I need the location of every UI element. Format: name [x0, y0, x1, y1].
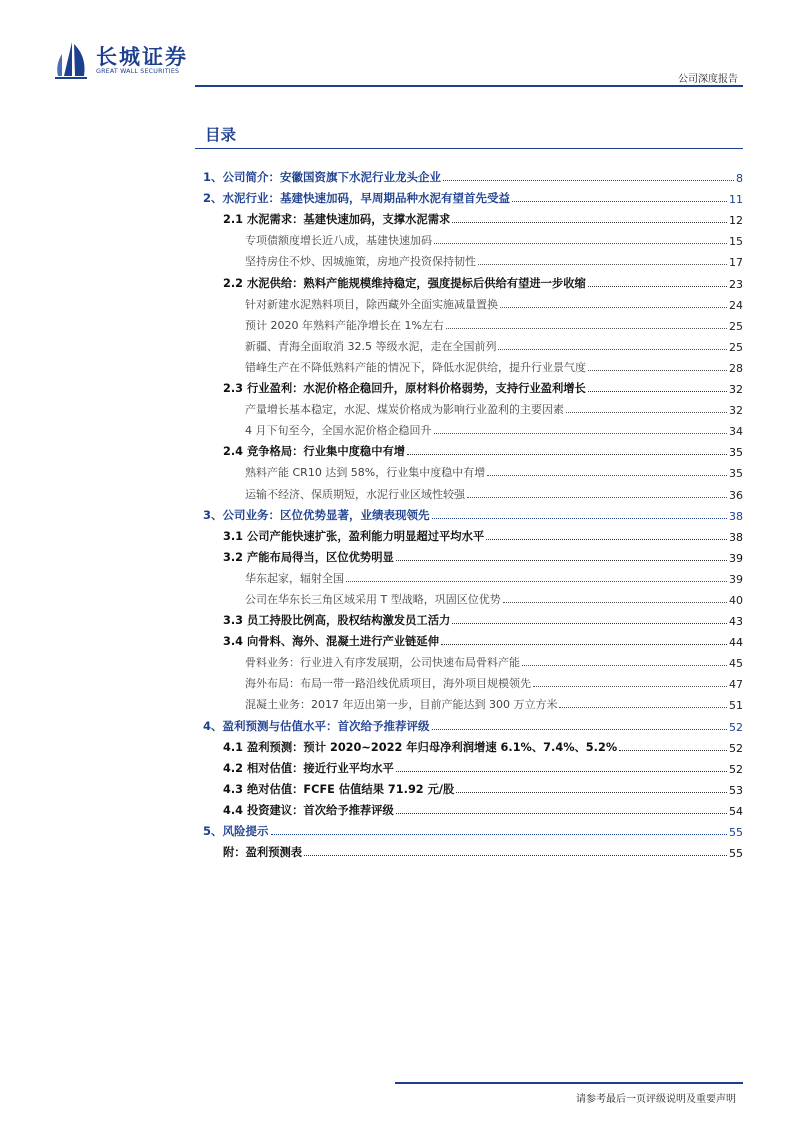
toc-entry-page: 17	[729, 256, 743, 270]
toc-entry-text: 产量增长基本稳定，水泥、煤炭价格成为影响行业盈利的主要因素	[245, 403, 564, 417]
toc-entry-text: 2.3 行业盈利：水泥价格企稳回升，原材料价格弱势，支持行业盈利增长	[223, 382, 586, 396]
toc-entry-page: 47	[729, 678, 743, 692]
toc-entry-level-2[interactable]	[195, 734, 743, 755]
toc-entry-text: 3.3 员工持股比例高，股权结构激发员工活力	[223, 614, 451, 628]
toc-dot-leader	[487, 475, 727, 476]
toc-entry-page: 51	[729, 699, 743, 713]
toc-entry-text: 针对新建水泥熟料项目，除西藏外全面实施减量置换	[245, 297, 498, 311]
toc-entry-level-2[interactable]	[195, 523, 743, 544]
toc-dot-leader	[434, 243, 727, 244]
toc-entry-level-3[interactable]	[195, 670, 743, 691]
toc-title-divider	[195, 148, 743, 149]
header-divider	[195, 85, 743, 87]
toc-dot-leader	[588, 370, 727, 371]
toc-dot-leader	[588, 286, 727, 287]
toc-entry-page: 12	[729, 214, 743, 228]
toc-dot-leader	[500, 307, 727, 308]
toc-entry-level-3[interactable]	[195, 459, 743, 480]
toc-dot-leader	[503, 602, 727, 603]
toc-entry-level-2[interactable]	[195, 755, 743, 776]
toc-dot-leader	[522, 665, 727, 666]
toc-entry-level-3[interactable]	[195, 333, 743, 354]
toc-entry-level-3[interactable]	[195, 565, 743, 586]
toc-entry-text: 海外布局：布局一带一路沿线优质项目，海外项目规模领先	[245, 677, 531, 691]
toc-dot-leader	[452, 222, 727, 223]
toc-entry-page: 35	[729, 467, 743, 481]
toc-entry-page: 23	[729, 277, 743, 291]
brand-name-cn: 长城证券	[96, 44, 188, 69]
company-logo	[52, 40, 202, 82]
toc-entry-text: 混凝土业务：2017 年迈出第一步，目前产能达到 300 万立方米	[245, 698, 558, 712]
toc-entry-text: 3.2 产能布局得当，区位优势明显	[223, 550, 394, 564]
toc-dot-leader	[533, 686, 727, 687]
toc-dot-leader	[271, 834, 727, 835]
toc-entry-page: 36	[729, 488, 743, 502]
toc-entry-page: 53	[729, 783, 743, 797]
toc-entry-text: 1、公司简介：安徽国资旗下水泥行业龙头企业	[203, 170, 441, 185]
toc-entry-text: 运输不经济、保质期短，水泥行业区域性较强	[245, 487, 465, 501]
toc-entry-level-2[interactable]	[195, 776, 743, 797]
toc-entry-page: 28	[729, 361, 743, 375]
toc-entry-text: 3、公司业务：区位优势显著，业绩表现领先	[203, 507, 430, 522]
toc-dot-leader	[456, 792, 727, 793]
toc-dot-leader	[588, 391, 727, 392]
toc-dot-leader	[304, 855, 727, 856]
toc-entry-page: 34	[729, 425, 743, 439]
toc-dot-leader	[443, 180, 734, 181]
toc-entry-page: 55	[729, 847, 743, 861]
toc-entry-level-2[interactable]	[195, 607, 743, 628]
toc-entry-text: 2.1 水泥需求：基建快速加码，支撑水泥需求	[223, 213, 451, 227]
toc-entry-level-3[interactable]	[195, 354, 743, 375]
toc-dot-leader	[434, 433, 728, 434]
toc-dot-leader	[396, 813, 727, 814]
toc-entry-page: 43	[729, 615, 743, 629]
brand-name-en: GREAT WALL SECURITIES	[96, 68, 180, 75]
toc-entry-page: 52	[729, 741, 743, 755]
toc-dot-leader	[486, 539, 727, 540]
toc-entry-text: 2.2 水泥供给：熟料产能规模维持稳定，强度提标后供给有望进一步收缩	[223, 276, 586, 290]
toc-entry-text: 4、盈利预测与估值水平：首次给予推荐评级	[203, 718, 430, 733]
toc-entry-page: 39	[729, 572, 743, 586]
toc-dot-leader	[432, 729, 728, 730]
toc-entry-level-1[interactable]	[195, 502, 743, 523]
toc-entry-text: 坚持房住不炒、因城施策，房地产投资保持韧性	[245, 255, 476, 269]
toc-entry-level-1[interactable]	[195, 818, 743, 839]
toc-entry-level-3[interactable]	[195, 480, 743, 501]
toc-entry-text: 专项债额度增长近八成，基建快速加码	[245, 234, 432, 248]
toc-entry-text: 骨料业务：行业进入有序发展期，公司快速布局骨料产能	[245, 656, 520, 670]
toc-entry-level-3[interactable]	[195, 649, 743, 670]
toc-dot-leader	[396, 560, 727, 561]
toc-entry-text: 附：盈利预测表	[223, 846, 303, 860]
toc-entry-page: 52	[729, 720, 743, 734]
toc-dot-leader	[346, 581, 727, 582]
toc-entry-page: 45	[729, 657, 743, 671]
footer-disclaimer-note: 请参考最后一页评级说明及重要声明	[576, 1094, 736, 1105]
toc-entry-text: 4.4 投资建议：首次给予推荐评级	[223, 803, 394, 817]
footer-divider	[395, 1082, 743, 1084]
toc-entry-level-2[interactable]	[195, 375, 743, 396]
toc-title: 目录	[205, 126, 237, 144]
toc-entry-level-2[interactable]	[195, 544, 743, 565]
toc-entry-level-3[interactable]	[195, 312, 743, 333]
toc-entry-text: 公司在华东长三角区域采用 T 型战略，巩固区位优势	[245, 592, 501, 606]
toc-entry-text: 4.1 盈利预测：预计 2020~2022 年归母净利润增速 6.1%、7.4%、5.2%	[223, 740, 618, 754]
toc-entry-text: 错峰生产在不降低熟料产能的情况下，降低水泥供给，提升行业景气度	[245, 360, 586, 374]
toc-entry-page: 38	[729, 530, 743, 544]
toc-entry-level-2[interactable]	[195, 628, 743, 649]
toc-entry-level-3[interactable]	[195, 248, 743, 269]
toc-entry-text: 3.4 向骨料、海外、混凝土进行产业链延伸	[223, 635, 439, 649]
toc-entry-level-3[interactable]	[195, 417, 743, 438]
toc-entry-page: 55	[729, 826, 743, 839]
toc-entry-page: 11	[729, 193, 743, 207]
toc-entry-level-3[interactable]	[195, 227, 743, 248]
toc-entry-text: 4.3 绝对估值：FCFE 估值结果 71.92 元/股	[223, 782, 455, 796]
toc-entry-page: 44	[729, 636, 743, 650]
toc-dot-leader	[559, 707, 727, 708]
toc-entry-level-2[interactable]	[195, 797, 743, 818]
toc-dot-leader	[452, 623, 727, 624]
toc-entry-text: 熟料产能 CR10 达到 58%，行业集中度稳中有增	[245, 466, 486, 480]
toc-dot-leader	[619, 750, 727, 751]
toc-entry-page: 38	[729, 509, 743, 523]
toc-entry-level-3[interactable]	[195, 691, 743, 712]
toc-entry-level-1[interactable]	[195, 164, 743, 185]
toc-dot-leader	[467, 497, 727, 498]
great-wall-sail-icon	[52, 40, 92, 80]
toc-entry-level-2[interactable]	[195, 839, 743, 860]
toc-entry-page: 15	[729, 235, 743, 249]
toc-entry-text: 3.1 公司产能快速扩张，盈利能力明显超过平均水平	[223, 529, 485, 543]
table-of-contents	[195, 164, 743, 860]
toc-entry-page: 25	[729, 340, 743, 354]
toc-entry-text: 5、风险提示	[203, 824, 269, 838]
toc-dot-leader	[512, 201, 727, 202]
toc-entry-page: 32	[729, 383, 743, 397]
toc-dot-leader	[441, 644, 727, 645]
toc-entry-text: 4 月下旬至今，全国水泥价格企稳回升	[245, 424, 432, 438]
toc-dot-leader	[396, 771, 727, 772]
toc-entry-text: 2、水泥行业：基建快速加码，早周期品种水泥有望首先受益	[203, 191, 510, 206]
toc-dot-leader	[432, 518, 728, 519]
toc-entry-text: 新疆、青海全面取消 32.5 等级水泥，走在全国前列	[245, 339, 497, 353]
toc-dot-leader	[566, 412, 727, 413]
toc-entry-page: 40	[729, 593, 743, 607]
toc-entry-level-1[interactable]	[195, 712, 743, 733]
toc-entry-page: 54	[729, 804, 743, 818]
toc-entry-page: 25	[729, 319, 743, 333]
toc-entry-page: 35	[729, 446, 743, 460]
toc-entry-text: 2.4 竞争格局：行业集中度稳中有增	[223, 445, 406, 459]
toc-entry-page: 8	[736, 172, 743, 186]
toc-entry-level-3[interactable]	[195, 291, 743, 312]
toc-entry-page: 39	[729, 551, 743, 565]
toc-entry-page: 52	[729, 762, 743, 776]
toc-entry-level-1[interactable]	[195, 185, 743, 206]
toc-entry-level-3[interactable]	[195, 586, 743, 607]
toc-dot-leader	[498, 349, 727, 350]
toc-entry-level-3[interactable]	[195, 396, 743, 417]
toc-entry-level-2[interactable]	[195, 269, 743, 290]
toc-entry-text: 华东起家，辐射全国	[245, 571, 344, 585]
toc-dot-leader	[407, 454, 727, 455]
toc-entry-page: 24	[729, 298, 743, 312]
toc-entry-page: 32	[729, 404, 743, 418]
toc-entry-text: 预计 2020 年熟料产能净增长在 1%左右	[245, 318, 444, 332]
report-type-label: 公司深度报告	[678, 74, 738, 85]
toc-entry-level-2[interactable]	[195, 438, 743, 459]
toc-dot-leader	[446, 328, 727, 329]
toc-entry-text: 4.2 相对估值：接近行业平均水平	[223, 761, 394, 775]
toc-entry-level-2[interactable]	[195, 206, 743, 227]
toc-dot-leader	[478, 264, 727, 265]
